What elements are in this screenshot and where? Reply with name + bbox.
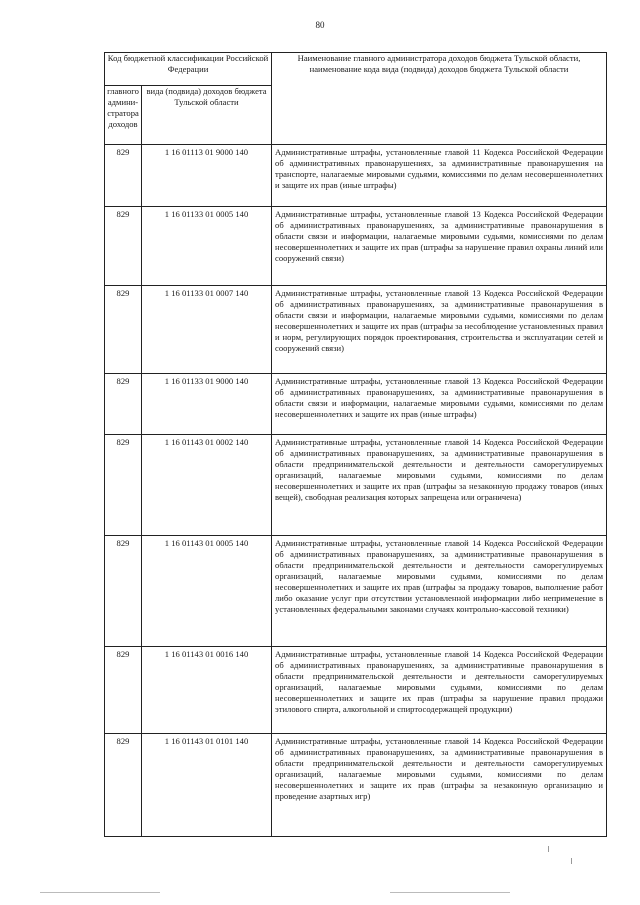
- admin-code-cell: 829: [105, 286, 142, 374]
- income-code-cell: 1 16 01133 01 9000 140: [142, 374, 272, 435]
- table-row: [105, 286, 607, 374]
- admin-code-cell: 829: [105, 435, 142, 536]
- header-code-group: Код бюджетной классификации Российской Федерации: [105, 53, 272, 86]
- table-row: [105, 374, 607, 435]
- table-row: [105, 734, 607, 837]
- header-type-col: вида (подвида) доходов бюджета Тульской области: [142, 86, 272, 145]
- scan-artifact: [390, 892, 510, 893]
- header-admin-col: главного админи-стратора доходов: [105, 86, 142, 145]
- description-cell: Административные штрафы, установленные главой 13 Кодекса Российской Федерации об административных правонарушениях, за административные правонарушения в области связи и информации, налагаемые мировыми судьями, комиссиями по делам несовершеннолетних и защите их прав (иные штрафы): [272, 374, 607, 435]
- page-number: 80: [315, 20, 325, 30]
- admin-code-cell: 829: [105, 207, 142, 286]
- table-row: [105, 207, 607, 286]
- admin-code-cell: 829: [105, 647, 142, 734]
- table-row: [105, 647, 607, 734]
- description-cell: Административные штрафы, установленные главой 13 Кодекса Российской Федерации об административных правонарушениях, за административные правонарушения в области связи и информации, налагаемые мировыми судьями, комиссиями по делам несовершеннолетних и защите их прав (штрафы за нарушение правил охраны линий или сооружений связи): [272, 207, 607, 286]
- description-cell: Административные штрафы, установленные главой 14 Кодекса Российской Федерации об административных правонарушениях, за административные правонарушения в области предпринимательской деятельности и деятельности саморегулируемых организаций, налагаемые мировыми судьями, комиссиями по делам несовершеннолетних и защите их прав (штрафы за продажу товаров, выполнение работ либо оказание услуг при отсутствии установленной информации либо неприменение в установленных федеральными законами случаях контрольно-кассовой техники): [272, 536, 607, 647]
- income-code-cell: 1 16 01113 01 9000 140: [142, 145, 272, 207]
- scan-mark: [548, 846, 549, 852]
- budget-codes-table: [104, 52, 607, 837]
- description-cell: Административные штрафы, установленные главой 13 Кодекса Российской Федерации об административных правонарушениях, за административные правонарушения в области связи и информации, налагаемые мировыми судьями, комиссиями по делам несовершеннолетних и защите их прав (штрафы за несоблюдение установленных правил и норм, регулирующих порядок проектирования, строительства и эксплуатации сетей и сооружений связи): [272, 286, 607, 374]
- admin-code-cell: 829: [105, 145, 142, 207]
- admin-code-cell: 829: [105, 374, 142, 435]
- income-code-cell: 1 16 01133 01 0005 140: [142, 207, 272, 286]
- scan-artifact: [40, 892, 160, 893]
- income-code-cell: 1 16 01133 01 0007 140: [142, 286, 272, 374]
- income-code-cell: 1 16 01143 01 0005 140: [142, 536, 272, 647]
- description-cell: Административные штрафы, установленные главой 14 Кодекса Российской Федерации об административных правонарушениях, за административные правонарушения в области предпринимательской деятельности и деятельности саморегулируемых организаций, налагаемые мировыми судьями, комиссиями по делам несовершеннолетних и защите их прав (штрафы за нарушение правил продажи этилового спирта, алкогольной и спиртосодержащей продукции): [272, 647, 607, 734]
- description-cell: Административные штрафы, установленные главой 14 Кодекса Российской Федерации об административных правонарушениях, за административные правонарушения в области предпринимательской деятельности и деятельности саморегулируемых организаций, налагаемые мировыми судьями, комиссиями по делам несовершеннолетних и защите их прав (штрафы за незаконную организацию и проведение азартных игр): [272, 734, 607, 837]
- income-code-cell: 1 16 01143 01 0002 140: [142, 435, 272, 536]
- description-cell: Административные штрафы, установленные главой 11 Кодекса Российской Федерации об административных правонарушениях, за административные правонарушения на транспорте, налагаемые мировыми судьями, комиссиями по делам несовершеннолетних и защите их прав (иные штрафы): [272, 145, 607, 207]
- income-code-cell: 1 16 01143 01 0101 140: [142, 734, 272, 837]
- table-row: [105, 536, 607, 647]
- header-name-group: Наименование главного администратора доходов бюджета Тульской области, наименование кода вида (подвида) доходов бюджета Тульской области: [272, 53, 607, 145]
- table-body: [105, 145, 607, 837]
- table-row: [105, 435, 607, 536]
- admin-code-cell: 829: [105, 536, 142, 647]
- scan-mark: [571, 858, 572, 864]
- table-row: [105, 145, 607, 207]
- admin-code-cell: 829: [105, 734, 142, 837]
- description-cell: Административные штрафы, установленные главой 14 Кодекса Российской Федерации об административных правонарушениях, за административные правонарушения в области предпринимательской деятельности и деятельности саморегулируемых организаций, налагаемые мировыми судьями, комиссиями по делам несовершеннолетних и защите их прав (штрафы за незаконную продажу товаров (иных вещей), свободная реализация которых запрещена или ограничена): [272, 435, 607, 536]
- income-code-cell: 1 16 01143 01 0016 140: [142, 647, 272, 734]
